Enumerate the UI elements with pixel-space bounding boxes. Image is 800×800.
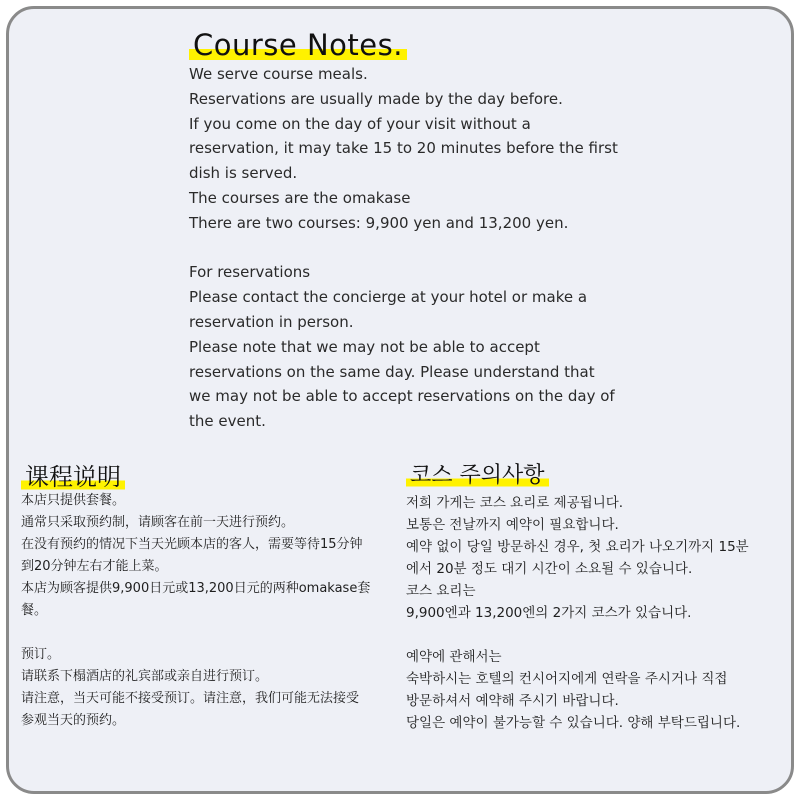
english-line: dish is served. — [189, 164, 298, 183]
english-line: we may not be able to accept reservations on the day of — [189, 387, 615, 406]
korean-line: 당일은 예약이 불가능할 수 있습니다. 양해 부탁드립니다. — [406, 715, 741, 731]
english-line — [189, 236, 629, 261]
korean-title-text: 코스 주의사항 — [406, 463, 549, 488]
english-title-text: Course Notes. — [189, 28, 407, 62]
english-notes — [189, 62, 629, 434]
korean-line: 에서 20분 정도 대기 시간이 소요될 수 있습니다. — [406, 561, 693, 577]
english-line: The courses are the omakase — [189, 188, 411, 207]
english-line: reservation, it may take 15 to 20 minutes before the first — [189, 139, 618, 158]
chinese-line — [21, 622, 401, 644]
english-line: We serve course meals. — [189, 65, 368, 83]
korean-title — [406, 458, 549, 489]
chinese-line: 在没有预约的情况下当天光顾本店的客人，需要等待15分钟 — [21, 537, 363, 552]
english-line: Reservations are usually made by the day before. — [189, 89, 563, 108]
english-line: There are two courses: 9,900 yen and 13,200 yen. — [189, 213, 569, 232]
chinese-line: 通常只采取预约制，请顾客在前一天进行预约。 — [21, 515, 295, 530]
english-line: For reservations — [189, 263, 311, 282]
english-line: Please contact the concierge at your hotel or make a — [189, 288, 588, 307]
notice-card — [6, 6, 794, 794]
chinese-notes — [21, 490, 401, 732]
english-title — [189, 28, 407, 62]
chinese-line: 预订。 — [21, 647, 61, 662]
chinese-line: 餐。 — [21, 603, 48, 618]
korean-line: 코스 요리는 — [406, 583, 476, 599]
korean-line: 방문하셔서 예약해 주시기 바랍니다. — [406, 693, 619, 709]
korean-notes — [406, 492, 786, 734]
english-line: reservations on the same day. Please understand that — [189, 362, 595, 381]
korean-line: 숙박하시는 호텔의 컨시어지에게 연락을 주시거나 직접 — [406, 671, 728, 687]
chinese-line: 到20分钟左右才能上菜。 — [21, 559, 168, 574]
chinese-title-text: 课程说明 — [21, 463, 125, 491]
korean-line: 보통은 전날까지 예약이 필요합니다. — [406, 517, 619, 533]
korean-line — [406, 624, 786, 646]
chinese-line: 参观当天的预约。 — [21, 713, 126, 728]
korean-line: 9,900엔과 13,200엔의 2가지 코스가 있습니다. — [406, 605, 692, 621]
chinese-line: 本店只提供套餐。 — [21, 493, 126, 508]
english-line: reservation in person. — [189, 312, 354, 331]
chinese-line: 本店为顾客提供9,900日元或13,200日元的两种omakase套 — [21, 581, 371, 596]
korean-line: 저희 가게는 코스 요리로 제공됩니다. — [406, 495, 624, 511]
chinese-line: 请联系下榻酒店的礼宾部或亲自进行预订。 — [21, 669, 269, 684]
english-line: If you come on the day of your visit without a — [189, 114, 531, 133]
english-line: the event. — [189, 412, 266, 431]
korean-line: 예약에 관해서는 — [406, 649, 502, 665]
english-line: Please note that we may not be able to accept — [189, 337, 540, 356]
chinese-title — [21, 457, 125, 492]
korean-line: 예약 없이 당일 방문하신 경우, 첫 요리가 나오기까지 15분 — [406, 539, 749, 555]
chinese-line: 请注意，当天可能不接受预订。请注意，我们可能无法接受 — [21, 691, 360, 706]
